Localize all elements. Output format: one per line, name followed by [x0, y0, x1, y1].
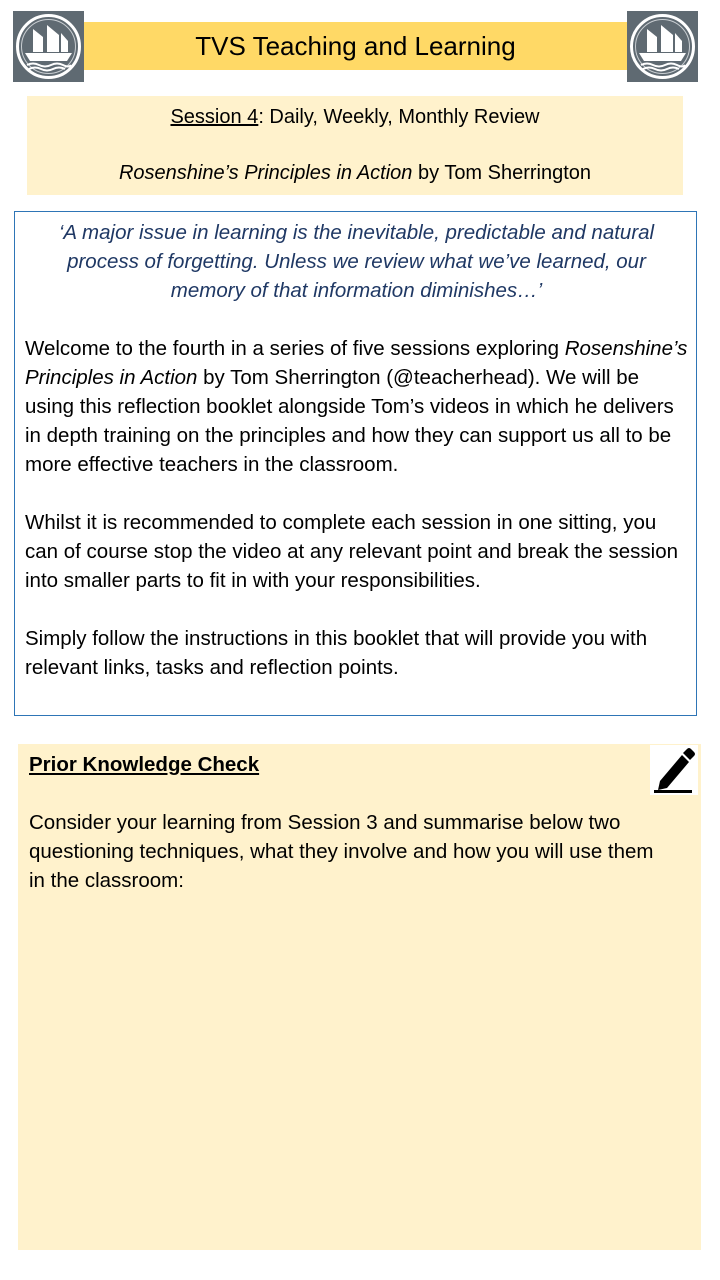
school-crest-logo-right — [627, 11, 698, 82]
intro-box — [14, 211, 697, 716]
session-book-title: Rosenshine’s Principles in Action — [118, 162, 413, 184]
intro-quote: ‘A major issue in learning is the inevitable, predictable and natural process of forgetting. Unless we review what we’ve learned, our memory of that information diminishes…’ — [58, 221, 655, 302]
session-label: Session 4 — [170, 106, 259, 128]
task-title: Prior Knowledge Check — [29, 753, 260, 776]
page-title-banner — [84, 22, 627, 70]
intro-p1-start: Welcome to the fourth in a series of five sessions exploring — [25, 337, 565, 360]
prior-knowledge-box[interactable] — [18, 744, 701, 1250]
ship-crest-icon — [627, 11, 698, 82]
intro-paragraph-2: Whilst it is recommended to complete each session in one sitting, you can of course stop the video at any relevant point and break the session into smaller parts to fit in with your responsibilities. — [25, 511, 678, 592]
ship-crest-icon — [13, 11, 84, 82]
task-instructions: Consider your learning from Session 3 and summarise below two questioning techniques, what they involve and how you will use them in the classroom: — [29, 811, 654, 892]
school-crest-logo-left — [13, 11, 84, 82]
session-book-line — [27, 159, 683, 187]
intro-p1-book: Rosenshine’s Principles in Action — [25, 337, 688, 389]
session-book-author: by Tom Sherrington — [412, 162, 592, 184]
intro-p1-end: by Tom Sherrington (@teacherhead). We will be using this reflection booklet alongside Tom’s videos in which he delivers in depth training on the principles and how they can support us all to be more effective teachers in the classroom. — [25, 366, 674, 476]
pencil-icon — [650, 745, 698, 795]
session-heading — [27, 103, 683, 131]
page-title: TVS Teaching and Learning — [195, 30, 516, 61]
session-header-box — [27, 96, 683, 195]
intro-paragraph-1 — [25, 334, 688, 479]
session-title: : Daily, Weekly, Monthly Review — [258, 106, 540, 128]
intro-paragraph-3: Simply follow the instructions in this booklet that will provide you with relevant links, tasks and reflection points. — [25, 627, 648, 679]
